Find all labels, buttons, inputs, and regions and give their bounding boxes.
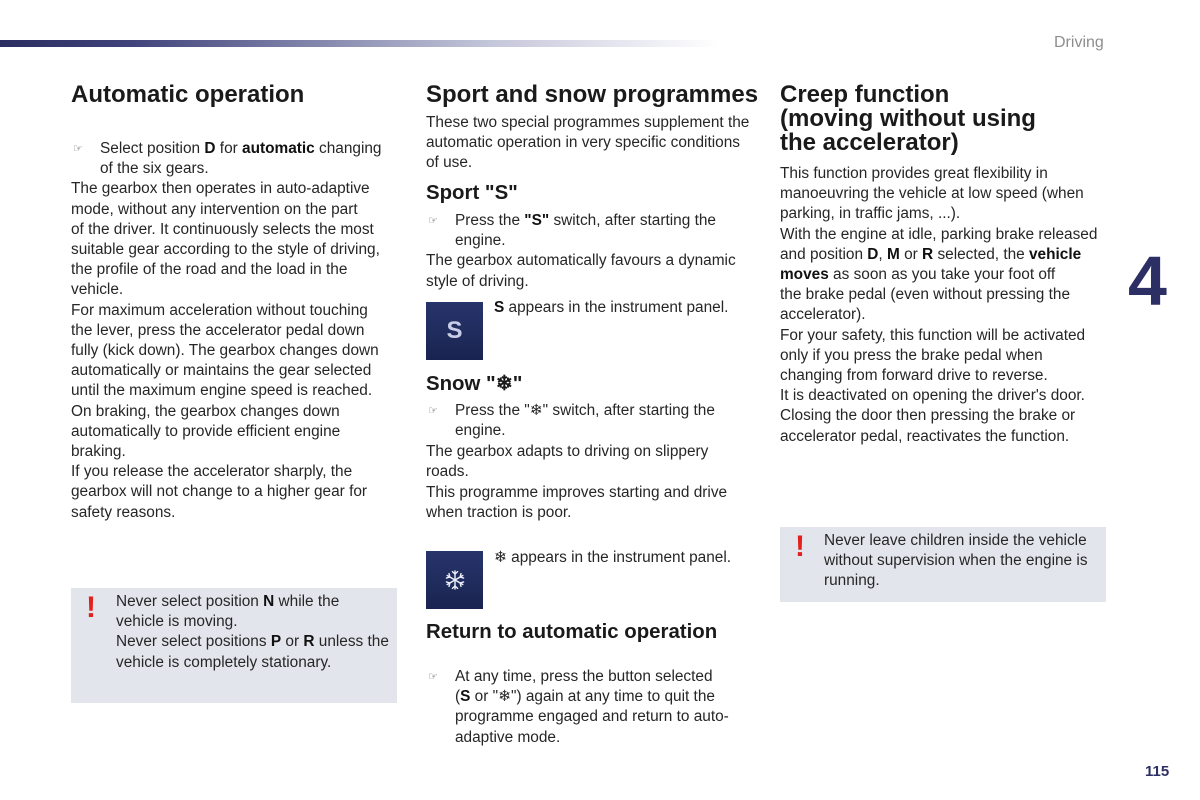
warning-note-children	[780, 527, 1106, 602]
text-run: changing	[314, 140, 382, 157]
text-run: of use.	[426, 154, 473, 172]
text-run: (	[455, 688, 461, 706]
warning-text	[824, 531, 1088, 592]
bullet-return-to-automatic	[426, 667, 729, 748]
text-run: Select position	[100, 140, 205, 157]
text-line	[455, 421, 715, 441]
text-line	[426, 272, 736, 292]
text-run: programme engaged and return to auto-	[455, 708, 729, 726]
text-run: The gearbox then operates in auto-adaptive	[71, 180, 370, 198]
text-line	[71, 503, 380, 523]
snowflake-icon	[444, 569, 466, 591]
text-line	[455, 401, 715, 421]
text-line	[780, 131, 1036, 155]
text-run: only if you press the brake pedal when	[780, 346, 1043, 364]
bullet-text	[455, 667, 729, 748]
snow-indicator-caption	[494, 548, 731, 568]
text-run: changing from forward drive to reverse.	[780, 367, 1048, 385]
text-line	[780, 326, 1097, 346]
text-run: automatically to provide efficient engine	[71, 422, 341, 440]
chapter-number: 4	[1128, 242, 1167, 320]
text-run: fully (kick down). The gearbox changes down	[71, 342, 379, 360]
text-line	[71, 301, 380, 321]
bold-text-run: D	[204, 140, 216, 157]
text-run: style of driving.	[426, 272, 529, 290]
text-run: Never select position	[116, 593, 264, 610]
text-run: The gearbox automatically favours a dynamic	[426, 252, 736, 270]
text-line	[426, 251, 736, 271]
warning-note-gear-selection	[71, 588, 397, 703]
text-line	[71, 381, 380, 401]
text-run: for	[215, 140, 243, 157]
text-line	[426, 153, 749, 173]
warning-text	[116, 592, 389, 673]
text-run: of the six gears.	[100, 160, 209, 178]
text-line	[780, 107, 1036, 131]
text-line	[780, 386, 1097, 406]
text-line	[780, 164, 1097, 184]
text-run: On braking, the gearbox changes down	[71, 402, 340, 420]
text-line	[71, 280, 380, 300]
bold-text-run: P	[270, 633, 282, 651]
bold-text-run: M	[886, 245, 900, 263]
text-run: vehicle.	[71, 281, 124, 299]
text-run: unless the	[314, 633, 389, 651]
text-line	[71, 422, 380, 442]
text-line	[455, 687, 729, 707]
text-run: roads.	[426, 463, 469, 480]
sport-indicator-caption	[494, 298, 728, 318]
text-line	[780, 204, 1097, 224]
text-line	[824, 531, 1088, 551]
text-run: For maximum acceleration without touching	[71, 301, 368, 319]
bullet-select-position	[71, 139, 381, 179]
text-run: the brake pedal (even without pressing the	[780, 286, 1071, 304]
bold-text-run: moves	[780, 266, 829, 284]
text-run: while the	[274, 593, 340, 610]
bold-text-run: S	[460, 688, 471, 706]
creep-function-body	[780, 164, 1097, 447]
subheading-snow: Snow "❄"	[426, 373, 523, 395]
bold-text-run: N	[263, 593, 275, 610]
text-line	[824, 571, 1088, 591]
text-line	[824, 551, 1088, 571]
text-run: gearbox will not change to a higher gear for	[71, 483, 368, 501]
text-line	[780, 245, 1097, 265]
text-line	[455, 231, 716, 251]
text-run: the lever, press the accelerator pedal down	[71, 321, 365, 339]
text-run: Press the	[455, 212, 525, 229]
text-run: ,	[878, 245, 887, 263]
text-run: engine.	[455, 232, 506, 250]
bold-text-run: D	[867, 245, 879, 263]
text-run: or	[899, 245, 923, 263]
bold-text-run: "S"	[524, 212, 550, 229]
text-run: These two special programmes supplement the	[426, 114, 750, 131]
text-run: Never leave children inside the vehicle	[824, 532, 1087, 549]
text-run: switch, after starting the	[549, 212, 716, 229]
text-run: safety reasons.	[71, 503, 176, 521]
text-line	[494, 298, 728, 318]
text-line	[116, 592, 389, 612]
text-run: mode, without any intervention on the part	[71, 200, 358, 218]
sport-body	[426, 251, 736, 291]
pointing-hand-icon	[73, 139, 83, 159]
text-line	[71, 341, 380, 361]
text-run: selected, the	[933, 245, 1029, 263]
text-line	[780, 225, 1097, 245]
text-run: This function provides great flexibility in	[780, 165, 1048, 182]
text-run: suitable gear according to the style of driving,	[71, 241, 380, 258]
bold-text-run: S	[494, 299, 505, 316]
text-line	[426, 462, 708, 482]
text-run: ❄ appears in the instrument panel.	[494, 549, 732, 566]
text-line	[455, 707, 729, 727]
bullet-press-snow-switch	[426, 401, 715, 441]
text-line	[426, 113, 749, 133]
text-run: the profile of the road and the load in the	[71, 261, 348, 279]
bullet-text	[455, 211, 716, 251]
text-run: Closing the door then pressing the brake or	[780, 407, 1076, 425]
automatic-operation-body	[71, 179, 380, 522]
bold-text-run: vehicle	[1029, 245, 1082, 263]
bold-text-run: automatic	[242, 140, 315, 157]
text-line	[71, 361, 380, 381]
bold-text-run: R	[303, 633, 315, 651]
text-run: until the maximum engine speed is reached.	[71, 382, 373, 400]
text-run: without supervision when the engine is	[824, 552, 1088, 570]
text-line	[116, 632, 389, 652]
text-run: when traction is poor.	[426, 503, 572, 521]
text-line	[780, 83, 1036, 107]
text-run: accelerator pedal, reactivates the function.	[780, 427, 1070, 445]
section-title: Driving	[1054, 34, 1104, 51]
text-line	[780, 184, 1097, 204]
text-line	[494, 548, 731, 568]
snow-body-traction	[426, 483, 727, 523]
text-line	[780, 406, 1097, 426]
text-line	[426, 133, 749, 153]
sport-indicator-symbol: S	[446, 317, 463, 344]
text-run: At any time, press the button selected	[455, 668, 713, 685]
text-run: appears in the instrument panel.	[504, 299, 729, 316]
text-line	[100, 139, 381, 159]
text-run: engine.	[455, 422, 506, 440]
text-run: automatically or maintains the gear selected	[71, 362, 372, 380]
text-run: or "❄") again at any time to quit the	[470, 688, 715, 706]
text-run: Press the "❄" switch, after starting the	[455, 402, 715, 419]
text-run: If you release the accelerator sharply, the	[71, 463, 353, 481]
bullet-text	[100, 139, 381, 179]
text-line	[780, 346, 1097, 366]
snow-indicator-image	[426, 551, 483, 609]
text-line	[426, 483, 727, 503]
text-run: accelerator).	[780, 306, 866, 324]
programmes-intro	[426, 113, 749, 174]
text-run: (moving without using	[780, 105, 1036, 132]
pointing-hand-icon	[428, 211, 438, 231]
text-run: This programme improves starting and drive	[426, 483, 728, 501]
text-line	[780, 427, 1097, 447]
exclamation-icon	[795, 532, 805, 562]
text-line	[71, 179, 380, 199]
text-line	[455, 728, 729, 748]
text-run: vehicle is moving.	[116, 613, 238, 631]
snow-body	[426, 442, 708, 482]
text-run: vehicle is completely stationary.	[116, 653, 332, 671]
text-run: running.	[824, 572, 880, 590]
heading-creep-function	[780, 83, 1036, 155]
pointing-hand-icon	[428, 401, 438, 421]
text-line	[116, 612, 389, 632]
text-line	[71, 321, 380, 341]
text-run: braking.	[71, 443, 126, 461]
text-run: or	[281, 633, 304, 651]
text-line	[71, 442, 380, 462]
bullet-press-s-switch	[426, 211, 716, 251]
page-number: 115	[1145, 763, 1170, 780]
text-line	[116, 653, 389, 673]
text-line	[71, 240, 380, 260]
text-line	[71, 462, 380, 482]
text-line	[71, 482, 380, 502]
pointing-hand-icon	[428, 667, 438, 687]
text-line	[71, 402, 380, 422]
text-line	[780, 265, 1097, 285]
text-run: automatic operation in very specific conditions	[426, 134, 740, 152]
text-run: With the engine at idle, parking brake released	[780, 225, 1098, 243]
text-line	[455, 211, 716, 231]
text-run: It is deactivated on opening the driver's door.	[780, 387, 1085, 405]
text-line	[100, 159, 381, 179]
text-run: parking, in traffic jams, ...).	[780, 205, 961, 223]
text-line	[780, 366, 1097, 386]
header-gradient-bar	[0, 40, 720, 47]
text-line	[780, 305, 1097, 325]
text-run: of the driver. It continuously selects the most	[71, 220, 374, 238]
text-line	[71, 220, 380, 240]
text-line	[780, 285, 1097, 305]
sport-indicator-image	[426, 302, 483, 360]
subheading-return-to-automatic: Return to automatic operation	[426, 621, 718, 643]
text-line	[426, 503, 727, 523]
text-run: as soon as you take your foot off	[828, 266, 1056, 284]
text-line	[71, 200, 380, 220]
text-run: and position	[780, 245, 868, 263]
text-run: The gearbox adapts to driving on slippery	[426, 442, 709, 460]
text-line	[455, 667, 729, 687]
heading-sport-snow-programmes: Sport and snow programmes	[426, 81, 759, 108]
text-run: Never select positions	[116, 633, 271, 651]
text-run: Creep function	[780, 81, 950, 108]
bold-text-run: R	[922, 245, 934, 263]
text-line	[71, 260, 380, 280]
heading-automatic-operation: Automatic operation	[71, 81, 305, 108]
text-line	[426, 442, 708, 462]
text-run: adaptive mode.	[455, 728, 561, 746]
text-run: manoeuvring the vehicle at low speed (when	[780, 185, 1084, 203]
text-run: the accelerator)	[780, 129, 959, 156]
exclamation-icon	[86, 593, 96, 623]
text-run: For your safety, this function will be activated	[780, 326, 1086, 344]
bullet-text	[455, 401, 715, 441]
subheading-sport: Sport "S"	[426, 182, 518, 204]
